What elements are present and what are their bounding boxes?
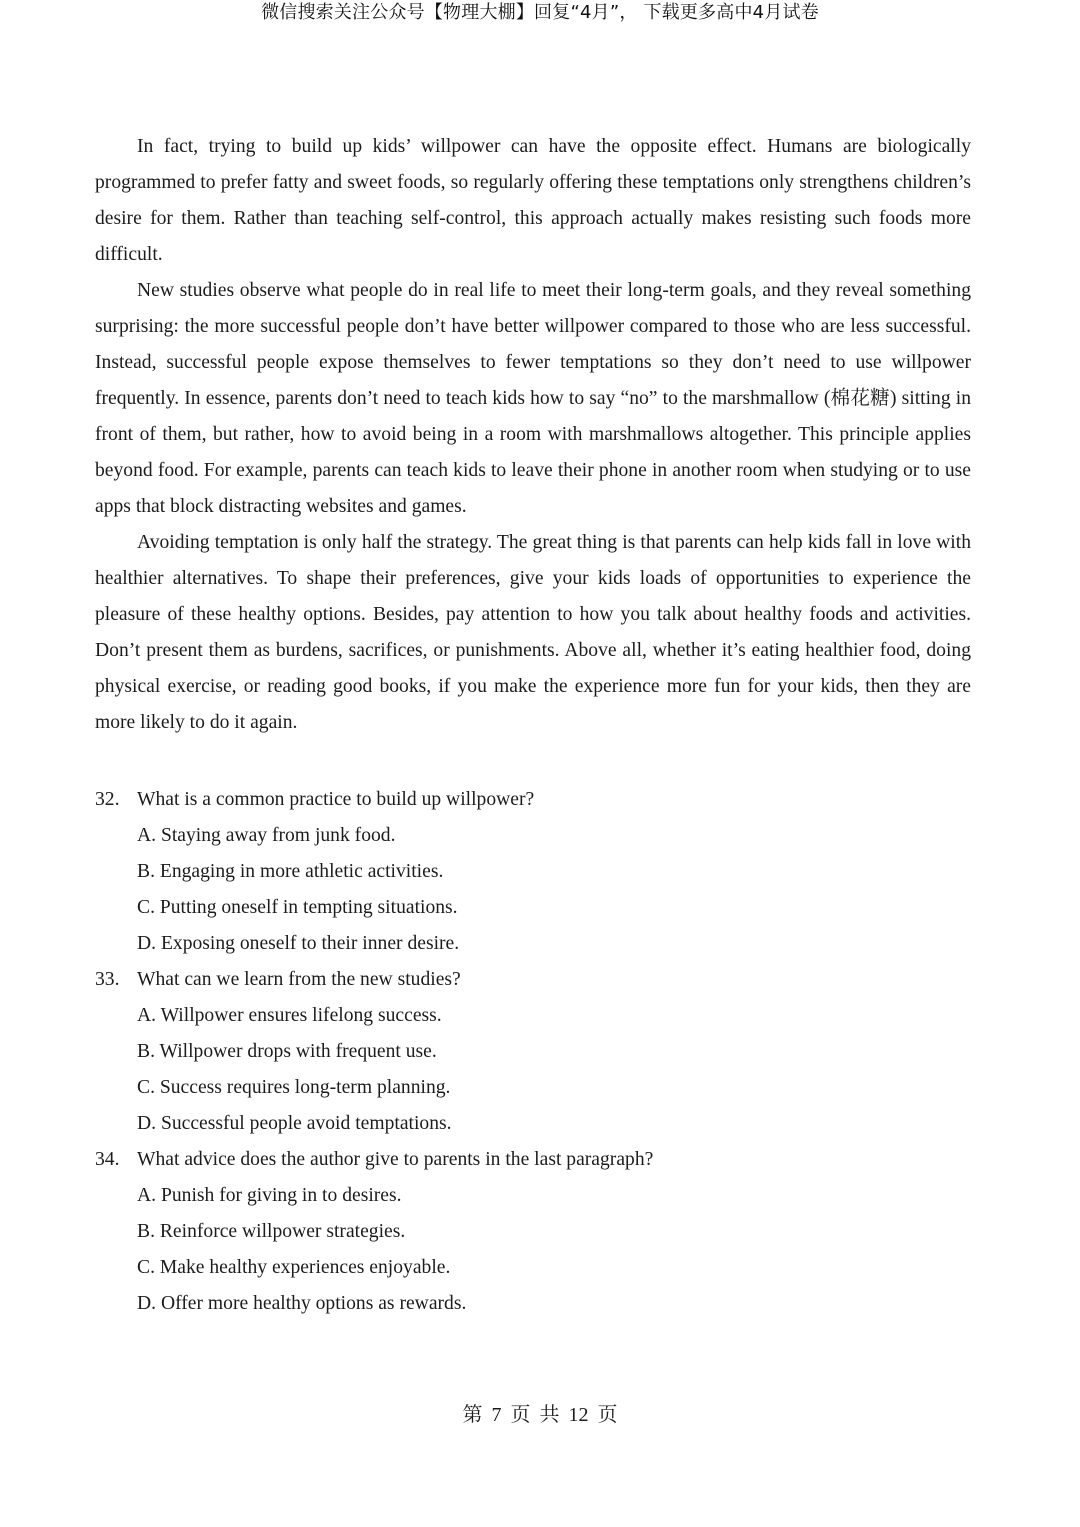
option-c: C. Make healthy experiences enjoyable. bbox=[137, 1257, 451, 1278]
option-c: C. Success requires long-term planning. bbox=[137, 1077, 451, 1098]
question-number: 33. bbox=[95, 969, 120, 990]
option-a: A. Punish for giving in to desires. bbox=[137, 1185, 402, 1206]
option-d: D. Exposing oneself to their inner desire. bbox=[137, 933, 460, 954]
question-list bbox=[95, 782, 971, 1322]
passage-paragraph-3: Avoiding temptation is only half the strategy. The great thing is that parents can help kids fall in love with healthier alternatives. To shape their preferences, give your kids loads of opportunities to experience the pleasure of these healthy options. Besides, pay attention to how you talk about healthy foods and activities. Don’t present them as burdens, sacrifices, or punishments. Above all, whether it’s eating healthier food, doing physical exercise, or reading good books, if you make the experience more fun for your kids, then they are more likely to do it again. bbox=[95, 532, 971, 733]
question-text: What is a common practice to build up willpower? bbox=[137, 789, 535, 810]
question-34 bbox=[95, 1142, 971, 1322]
page-number-footer: 第 7 页 共 12 页 bbox=[462, 1404, 618, 1426]
question-text: What can we learn from the new studies? bbox=[137, 969, 461, 990]
option-b: B. Reinforce willpower strategies. bbox=[137, 1221, 406, 1242]
option-a: A. Willpower ensures lifelong success. bbox=[137, 1005, 442, 1026]
question-stem bbox=[95, 1142, 971, 1178]
watermark-banner: 微信搜索关注公众号【物理大棚】回复“4月”， 下载更多高中4月试卷 bbox=[261, 2, 819, 23]
question-number: 34. bbox=[95, 1149, 120, 1170]
option-c: C. Putting oneself in tempting situations. bbox=[137, 897, 458, 918]
option-b: B. Willpower drops with frequent use. bbox=[137, 1041, 437, 1062]
question-number: 32. bbox=[95, 789, 120, 810]
option-d: D. Successful people avoid temptations. bbox=[137, 1113, 452, 1134]
question-text: What advice does the author give to parents in the last paragraph? bbox=[137, 1149, 654, 1170]
question-33 bbox=[95, 962, 971, 1142]
question-32 bbox=[95, 782, 971, 962]
passage-paragraph-2: New studies observe what people do in real life to meet their long-term goals, and they reveal something surprising: the more successful people don’t have better willpower compared to those who are less successful. Instead, successful people expose themselves to fewer temptations so they don’t need to use willpower frequently. In essence, parents don’t need to teach kids how to say “no” to the marshmallow (棉花糖) sitting in front of them, but rather, how to avoid being in a room with marshmallows altogether. This principle applies beyond food. For example, parents can teach kids to leave their phone in another room when studying or to use apps that block distracting websites and games. bbox=[95, 280, 971, 517]
option-b: B. Engaging in more athletic activities. bbox=[137, 861, 444, 882]
option-a: A. Staying away from junk food. bbox=[137, 825, 396, 846]
option-d: D. Offer more healthy options as rewards. bbox=[137, 1293, 467, 1314]
reading-passage bbox=[95, 129, 971, 741]
question-stem bbox=[95, 962, 971, 998]
question-stem bbox=[95, 782, 971, 818]
passage-paragraph-1: In fact, trying to build up kids’ willpower can have the opposite effect. Humans are biologically programmed to prefer fatty and sweet foods, so regularly offering these temptations only strengthens children’s desire for them. Rather than teaching self-control, this approach actually makes resisting such foods more difficult. bbox=[95, 136, 971, 265]
